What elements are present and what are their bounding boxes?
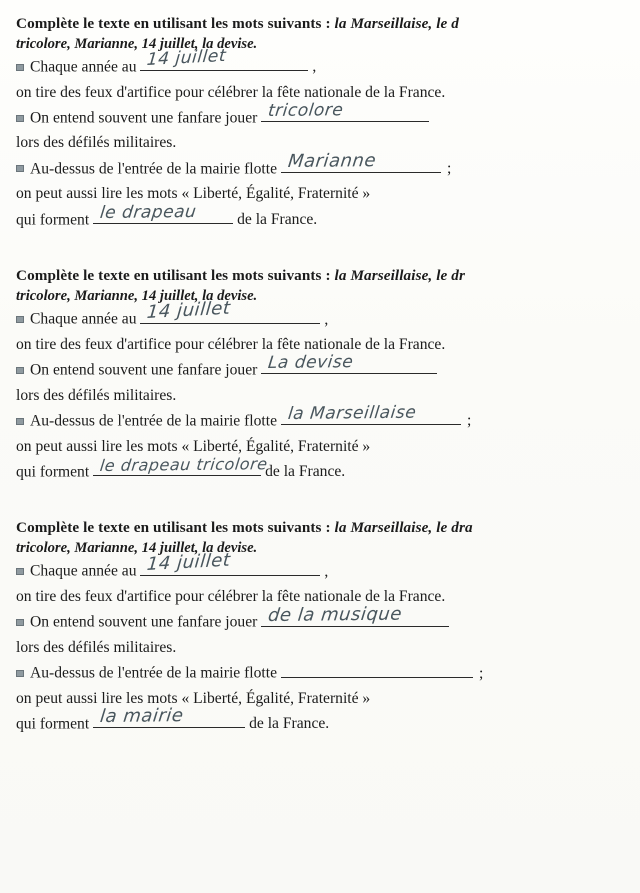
answer-blank-date-1[interactable]: [140, 46, 308, 71]
answer-blank-mairie-1[interactable]: [281, 150, 441, 173]
sentence-3-1-pre: Chaque année au: [30, 562, 137, 580]
handwritten-answer-date-3: 14 juillet: [146, 549, 232, 575]
square-bullet-icon: [16, 115, 24, 122]
sentence-3-4: lors des défilés militaires.: [16, 638, 177, 656]
answer-blank-fanfare-1[interactable]: [261, 100, 429, 122]
exercise-block-3: [16, 518, 630, 736]
sentence-3-3: [16, 603, 630, 635]
sentence-3-5-pre: Au-dessus de l'entrée de la mairie flotte: [30, 664, 278, 682]
square-bullet-icon: [16, 64, 24, 71]
answer-blank-date-2[interactable]: [140, 297, 320, 323]
instruction-prefix-2: Complète le texte en utilisant les mots suivants :: [16, 267, 331, 285]
sentence-2-5-post: ;: [466, 412, 472, 430]
handwritten-answer-fanfare-3: de la musique: [267, 603, 404, 626]
sentence-2-7-pre: qui forment: [16, 463, 90, 481]
handwritten-answer-forment-2: le drapeau tricolore: [98, 454, 269, 476]
square-bullet-icon: [16, 165, 24, 172]
sentence-3-7-pre: qui forment: [16, 715, 90, 733]
word-bank-line1-2: la Marseillaise, le dr: [334, 267, 465, 285]
sentence-3-3-pre: On entend souvent une fanfare jouer: [30, 613, 258, 631]
square-bullet-icon: [16, 367, 24, 374]
instruction-heading-1: [16, 14, 630, 33]
sentence-2-5: [16, 402, 630, 434]
sentence-1-1: [16, 46, 630, 80]
sentence-2-3-pre: On entend souvent une fanfare jouer: [30, 361, 258, 379]
answer-blank-forment-2[interactable]: [93, 454, 269, 476]
sentence-1-3: [16, 100, 630, 131]
sentence-3-5: [16, 660, 630, 686]
handwritten-answer-fanfare-1: tricolore: [267, 100, 345, 122]
sentence-1-5-post: ;: [446, 160, 452, 178]
sentence-2-7: [16, 454, 630, 485]
sentence-2-1-pre: Chaque année au: [30, 310, 137, 328]
handwritten-answer-fanfare-2: La devise: [267, 352, 355, 374]
sentence-2-6: on peut aussi lire les mots « Liberté, Égalité, Fraternité »: [16, 437, 371, 455]
word-bank-line1-1: la Marseillaise, le d: [334, 15, 459, 32]
sentence-2-5-pre: Au-dessus de l'entrée de la mairie flotte: [30, 412, 278, 430]
answer-blank-fanfare-2[interactable]: [261, 352, 437, 374]
sentence-3-6: on peut aussi lire les mots « Liberté, Égalité, Fraternité »: [16, 689, 371, 707]
sentence-2-1: [16, 297, 630, 332]
sentence-3-2: on tire des feux d'artifice pour célébrer la fête nationale de la France.: [16, 588, 446, 606]
sentence-2-2: on tire des feux d'artifice pour célébrer la fête nationale de la France.: [16, 335, 446, 353]
answer-blank-forment-3[interactable]: [93, 705, 245, 728]
sentence-1-6: on peut aussi lire les mots « Liberté, Égalité, Fraternité »: [16, 185, 371, 203]
word-bank-line2-1: tricolore, Marianne, 14 juillet, la devise.: [16, 36, 258, 52]
sentence-3-7-post: de la France.: [249, 715, 330, 733]
sentence-3-5-post: ;: [478, 664, 484, 682]
word-bank-line2-3: tricolore, Marianne, 14 juillet, la devise.: [16, 540, 258, 557]
square-bullet-icon: [16, 568, 24, 575]
sentence-1-5-pre: Au-dessus de l'entrée de la mairie flotte: [30, 160, 278, 178]
instruction-heading-2: [16, 266, 630, 285]
sentence-1-7: [16, 201, 630, 233]
answer-blank-mairie-3[interactable]: [281, 660, 473, 677]
square-bullet-icon: [16, 316, 24, 323]
handwritten-answer-forment-3: la mairie: [98, 705, 185, 728]
sentence-2-4: lors des défilés militaires.: [16, 386, 177, 404]
sentence-2-3: [16, 352, 630, 383]
sentence-1-1-pre: Chaque année au: [30, 58, 137, 76]
answer-blank-mairie-2[interactable]: [281, 402, 461, 425]
sentence-1-7-pre: qui forment: [16, 210, 90, 228]
sentence-1-7-post: de la France.: [237, 210, 318, 228]
sentence-1-3-pre: On entend souvent une fanfare jouer: [30, 109, 258, 127]
sentence-3-1: [16, 549, 630, 584]
handwritten-answer-date-2: 14 juillet: [146, 297, 232, 323]
answer-blank-fanfare-3[interactable]: [261, 603, 449, 626]
sentence-1-5: [16, 150, 630, 182]
handwritten-answer-date-1: 14 juillet: [146, 46, 228, 71]
handwritten-answer-forment-1: le drapeau: [98, 201, 198, 223]
handwritten-answer-mairie-1: Marianne: [286, 150, 378, 173]
instruction-prefix-1: Complète le texte en utilisant les mots suivants :: [16, 15, 331, 32]
answer-blank-date-3[interactable]: [140, 549, 320, 575]
exercise-block-2: [16, 266, 630, 484]
sentence-1-2: on tire des feux d'artifice pour célébrer la fête nationale de la France.: [16, 83, 446, 101]
exercise-block-1: [16, 14, 630, 232]
sentence-1-4: lors des défilés militaires.: [16, 134, 177, 152]
sentence-1-1-post: ,: [312, 58, 317, 76]
word-bank-line2-2: tricolore, Marianne, 14 juillet, la devise.: [16, 288, 258, 305]
instruction-prefix-3: Complète le texte en utilisant les mots suivants :: [16, 519, 331, 537]
sentence-2-1-post: ,: [324, 310, 329, 328]
sentence-3-7: [16, 705, 630, 737]
word-bank-line1-3: la Marseillaise, le dra: [334, 519, 473, 537]
square-bullet-icon: [16, 619, 24, 626]
sentence-2-7-post: de la France.: [265, 463, 346, 481]
answer-blank-forment-1[interactable]: [93, 201, 233, 224]
instruction-heading-3: [16, 518, 630, 537]
square-bullet-icon: [16, 670, 24, 677]
sentence-3-1-post: ,: [324, 562, 329, 580]
handwritten-answer-mairie-2: la Marseillaise: [286, 402, 418, 425]
square-bullet-icon: [16, 418, 24, 425]
